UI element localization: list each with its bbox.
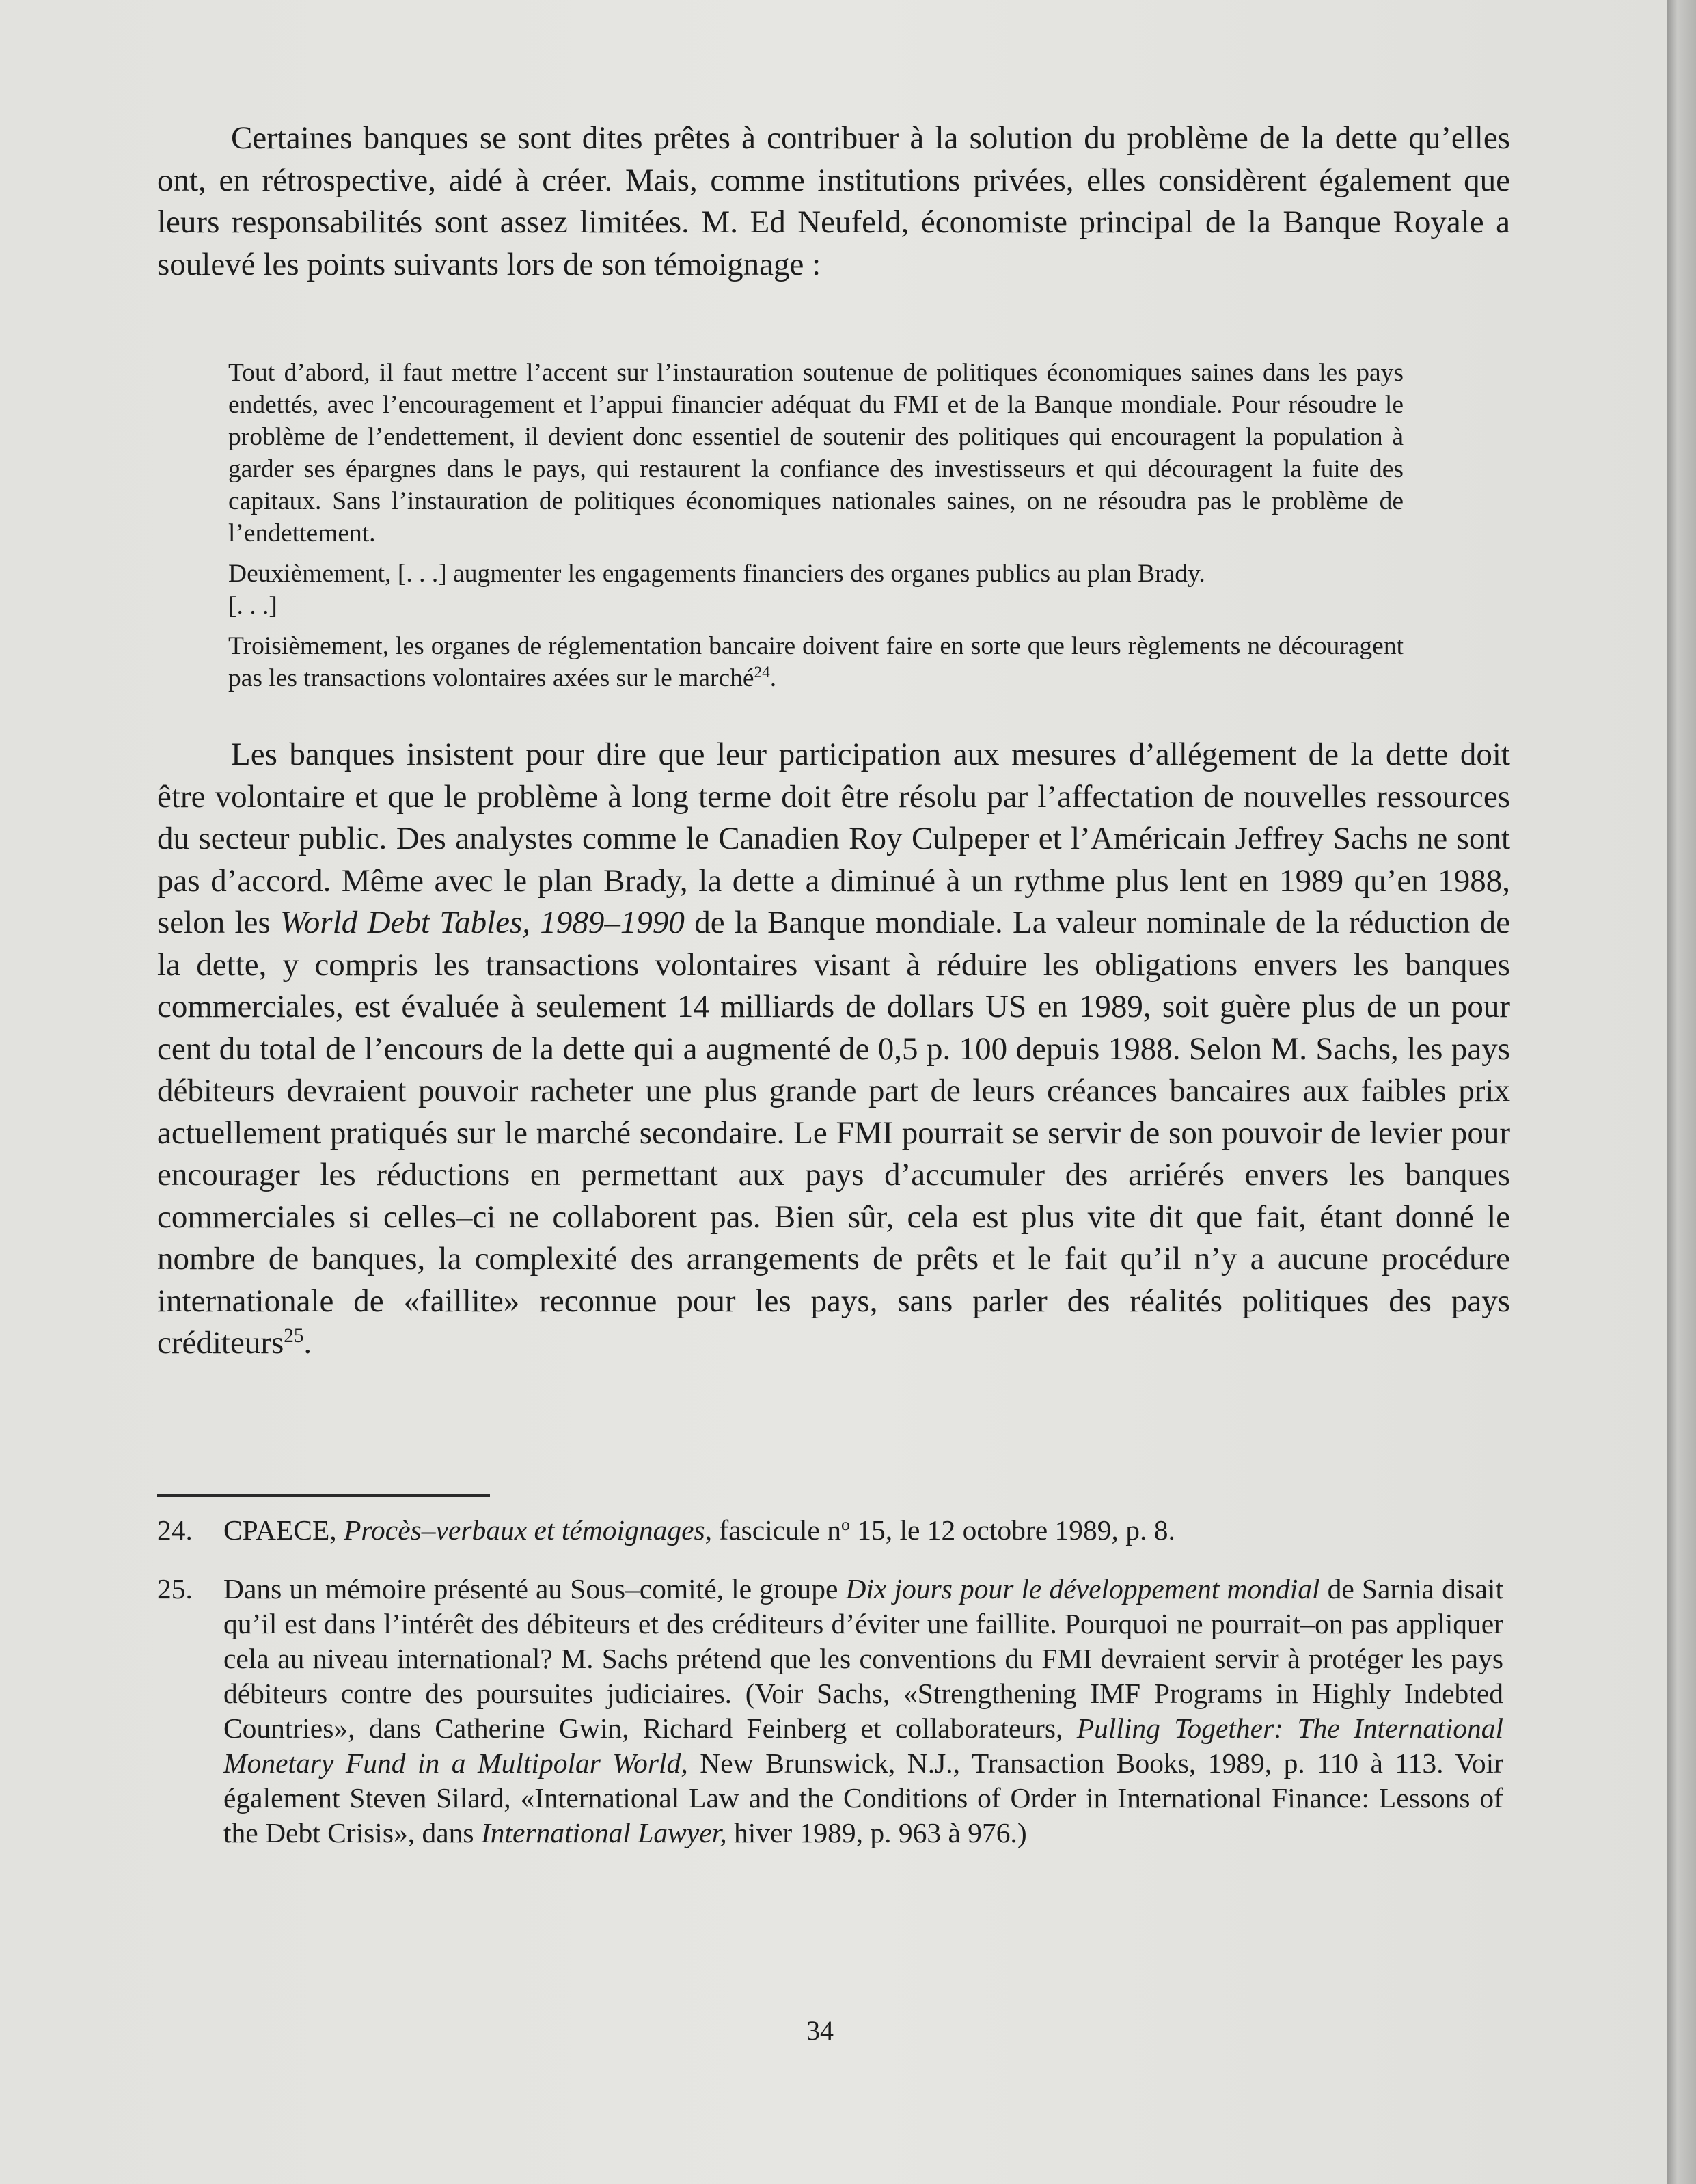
quote-paragraph-3 bbox=[228, 630, 1404, 694]
main-paragraph-part-1: Les banques insistent pour dire que leur participation aux mesures d’allégement de la dette doit être volontaire et que le problème à long terme doit être résolu par l’affectation de nouvelles ressources du secteur public. Des analystes comme le Canadien Roy Culpeper et l’Américain Jeffrey Sachs ne sont pas d’accord. Même avec le plan Brady, la dette a diminué à un rythme plus lent en 1989 qu’en 1988, selon les bbox=[157, 737, 1510, 940]
quote-paragraph-2: Deuxièmement, [. . .] augmenter les engagements financiers des organes publics au plan Brady. bbox=[228, 560, 1205, 588]
footnote-ref-25: 25 bbox=[284, 1324, 304, 1347]
footnote-24-italic: Procès–verbaux et témoignages bbox=[344, 1514, 705, 1546]
footnote-24-text bbox=[223, 1513, 1503, 1548]
intro-paragraph-text: Certaines banques se sont dites prêtes à contribuer à la solution du problème de la dette qu’elles ont, en rétrospective, aidé à créer. Mais, comme institutions privées, elles considèrent également que leurs responsabilités sont assez limitées. M. Ed Neufeld, économiste principal de la Banque Royale a soulevé les points suivants lors de son témoignage : bbox=[157, 120, 1510, 282]
intro-paragraph bbox=[157, 118, 1510, 286]
footnote-25-italic-3: International Lawyer, bbox=[480, 1817, 727, 1848]
main-paragraph-text bbox=[157, 734, 1510, 1365]
page-number: 34 bbox=[806, 2015, 834, 2046]
page-edge bbox=[1667, 0, 1696, 2184]
footnote-25-text bbox=[223, 1572, 1503, 1851]
footnote-25-part-1: Dans un mémoire présenté au Sous–comité, le groupe bbox=[223, 1573, 846, 1605]
main-paragraph bbox=[157, 734, 1510, 1365]
footnote-24-superscript: o bbox=[840, 1514, 850, 1534]
footnote-24-part-2: , fascicule n bbox=[705, 1514, 841, 1546]
footnote-ref-24: 24 bbox=[754, 664, 770, 682]
footnote-divider bbox=[157, 1494, 490, 1497]
quote-paragraph-3-end: . bbox=[769, 664, 777, 692]
footnote-25 bbox=[157, 1572, 1503, 1851]
footnote-24-number: 24. bbox=[157, 1514, 193, 1546]
footnote-25-italic-2: Pulling Together: The International Monetary Fund in a Multipolar World, bbox=[223, 1712, 1503, 1779]
quote-paragraph-1: Tout d’abord, il faut mettre l’accent sur l’instauration soutenue de politiques économiques saines dans les pays endettés, avec l’encouragement et l’appui financier adéquat du FMI et de la Banque mondiale. Pour résoudre le problème de l’endettement, il devient donc essentiel de soutenir des politiques qui encouragent la population à garder ses épargnes dans le pays, qui restaurent la confiance des investisseurs et qui découragent la fuite des capitaux. Sans l’instauration de politiques économiques nationales saines, on ne résoudra pas le problème de l’endettement. bbox=[228, 359, 1404, 547]
footnote-25-number: 25. bbox=[157, 1573, 193, 1605]
footnote-25-italic-1: Dix jours pour le développement mondial bbox=[845, 1573, 1320, 1605]
main-paragraph-italic-title: World Debt Tables, 1989–1990 bbox=[280, 905, 685, 940]
quote-paragraph-3-text: Troisièmement, les organes de réglementation bancaire doivent faire en sorte que leurs règlements ne découragent pas les transactions volontaires axées sur le marché bbox=[228, 632, 1404, 692]
footnote-25-part-2: de Sarnia disait qu’il est dans l’intérêt des débiteurs et des créditeurs d’éviter une faillite. Pourquoi ne pourrait–on pas appliquer cela au niveau international? M. Sachs prétend que les conventions du FMI devraient servir à protéger les pays débiteurs contre des poursuites judiciaires. (Voir Sachs, «Strengthening IMF Programs in Highly Indebted Countries», dans Catherine Gwin, Richard Feinberg et collaborateurs, bbox=[223, 1573, 1503, 1744]
footnote-24-part-1: CPAECE, bbox=[223, 1514, 344, 1546]
main-paragraph-part-2: de la Banque mondiale. La valeur nominale de la réduction de la dette, y compris les transactions volontaires visant à réduire les obligations envers les banques commerciales, est évaluée à seulement 14 milliards de dollars US en 1989, soit guère plus de un pour cent du total de l’encours de la dette qui a augmenté de 0,5 p. 100 depuis 1988. Selon M. Sachs, les pays débiteurs devraient pouvoir racheter une plus grande part de leurs créances bancaires aux faibles prix actuellement pratiqués sur le marché secondaire. Le FMI pourrait se servir de son pouvoir de levier pour encourager les réductions en permettant aux pays d’accumuler des arriérés envers les banques commerciales si celles–ci ne collaborent pas. Bien sûr, cela est plus vite dit que fait, étant donné le nombre de banques, la complexité des arrangements de prêts et le fait qu’il n’y a aucune procédure internationale de «faillite» reconnue pour les pays, sans parler des réalités politiques des pays créditeurs bbox=[157, 905, 1510, 1361]
footnote-24-part-3: 15, le 12 octobre 1989, p. 8. bbox=[849, 1514, 1175, 1546]
footnote-25-part-3: New Brunswick, N.J., Transaction Books, 1989, p. 110 à 113. Voir également Steven Silard, «International Law and the Conditions of Order in International Finance: Lessons of the Debt Crisis», dans bbox=[223, 1747, 1503, 1848]
block-quote bbox=[228, 357, 1404, 702]
quote-ellipsis: [. . .] bbox=[228, 592, 277, 620]
footnote-24 bbox=[157, 1513, 1503, 1548]
footnote-25-part-4: hiver 1989, p. 963 à 976.) bbox=[726, 1817, 1027, 1848]
main-paragraph-end: . bbox=[303, 1325, 312, 1361]
